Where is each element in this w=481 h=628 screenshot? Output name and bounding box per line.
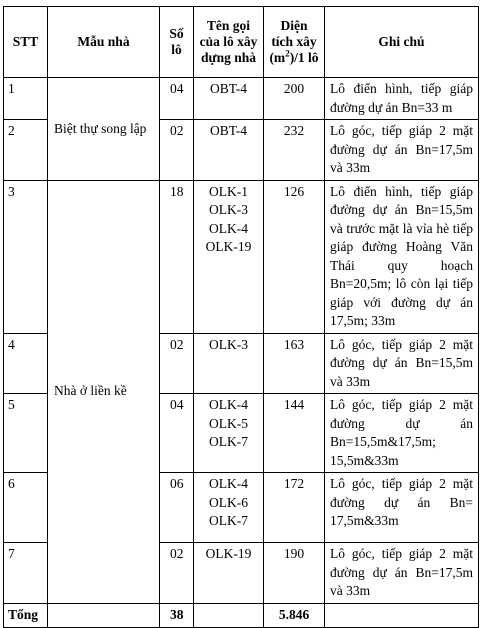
code-cell [194,78,264,120]
header-stt: STT [4,7,48,78]
area-cell: 232 [264,120,325,181]
lot-code: OLK-7 [209,513,248,528]
model-villa-cell: Biệt thự song lập [48,78,160,181]
total-name-empty [194,603,264,627]
lot-code: OLK-6 [209,494,248,510]
lot-code: OLK-4 [209,476,248,491]
total-count: 38 [160,603,194,627]
count-cell: 18 [160,180,194,333]
header-area: Diện tích xây $(m^2)/1$ lô [264,7,325,78]
area-cell: 126 [264,180,325,333]
header-name: Tên gọi của lô xây dựng nhà [194,7,264,78]
header-note: Ghi chú [325,7,479,78]
total-row [4,603,479,627]
lot-code: OLK-4 [209,397,248,412]
code-cell [194,120,264,181]
stt-cell: 6 [4,473,48,543]
stt-cell: 3 [4,180,48,333]
area-cell: 144 [264,394,325,473]
stt-cell: 4 [4,333,48,394]
table-row [4,78,479,120]
lot-code: OLK-19 [205,239,252,254]
lot-code: OLK-3 [209,336,248,352]
stt-cell: 1 [4,78,48,120]
lot-code: OLK-1 [209,183,248,199]
lot-code: OLK-5 [209,415,248,431]
header-row [4,7,479,78]
note-cell: Lô góc, tiếp giáp 2 mặt đường dự án Bn=17,5m và 33m [325,120,479,181]
header-model: Mẫu nhà [48,7,160,78]
note-cell: Lô góc, tiếp giáp 2 mặt đường dự án Bn=17,5m và 33m [325,543,479,604]
area-cell: 163 [264,333,325,394]
count-cell: 04 [160,78,194,120]
note-cell: Lô điển hình, tiếp giáp đường dự án Bn=15,5m và trước mặt là vỉa hè tiếp giáp đường Hoàng Văn Thái quy hoạch Bn=20,5m; lô còn lại tiếp giáp với đường dự án 17,5m; 33m [325,180,479,333]
area-cell: 200 [264,78,325,120]
count-cell: 02 [160,543,194,604]
count-cell: 06 [160,473,194,543]
note-cell: Lô góc, tiếp giáp 2 mặt đường dự án Bn=15,5m&17,5m; 15,5m&33m [325,394,479,473]
stt-cell: 5 [4,394,48,473]
total-label: Tổng [4,603,48,627]
stt-cell: 2 [4,120,48,181]
count-cell: 02 [160,120,194,181]
code-cell [194,473,264,543]
total-note-empty [325,603,479,627]
count-cell: 04 [160,394,194,473]
header-count: Số lô [160,7,194,78]
lot-code: OLK-4 [209,220,248,236]
lot-code: OBT-4 [209,81,247,96]
lot-code: OLK-7 [209,434,248,449]
model-row-house-cell: Nhà ở liền kề [48,180,160,603]
code-cell [194,394,264,473]
note-cell: Lô góc, tiếp giáp 2 mặt đường dự án Bn=15,5m và 33m [325,333,479,394]
lot-code: OBT-4 [209,123,247,138]
area-cell: 172 [264,473,325,543]
note-cell: Lô góc, tiếp giáp 2 mặt đường dự án Bn= 17,5m&33m [325,473,479,543]
table-row [4,180,479,333]
stt-cell: 7 [4,543,48,604]
lot-code: OLK-19 [205,546,252,561]
code-cell [194,180,264,333]
count-cell: 02 [160,333,194,394]
code-cell [194,333,264,394]
area-cell: 190 [264,543,325,604]
note-cell: Lô điển hình, tiếp giáp đường dự án Bn=33 m [325,78,479,120]
lot-code: OLK-3 [209,202,248,217]
total-model-empty [48,603,160,627]
total-area: 5.846 [264,603,325,627]
land-lot-table [3,6,479,628]
